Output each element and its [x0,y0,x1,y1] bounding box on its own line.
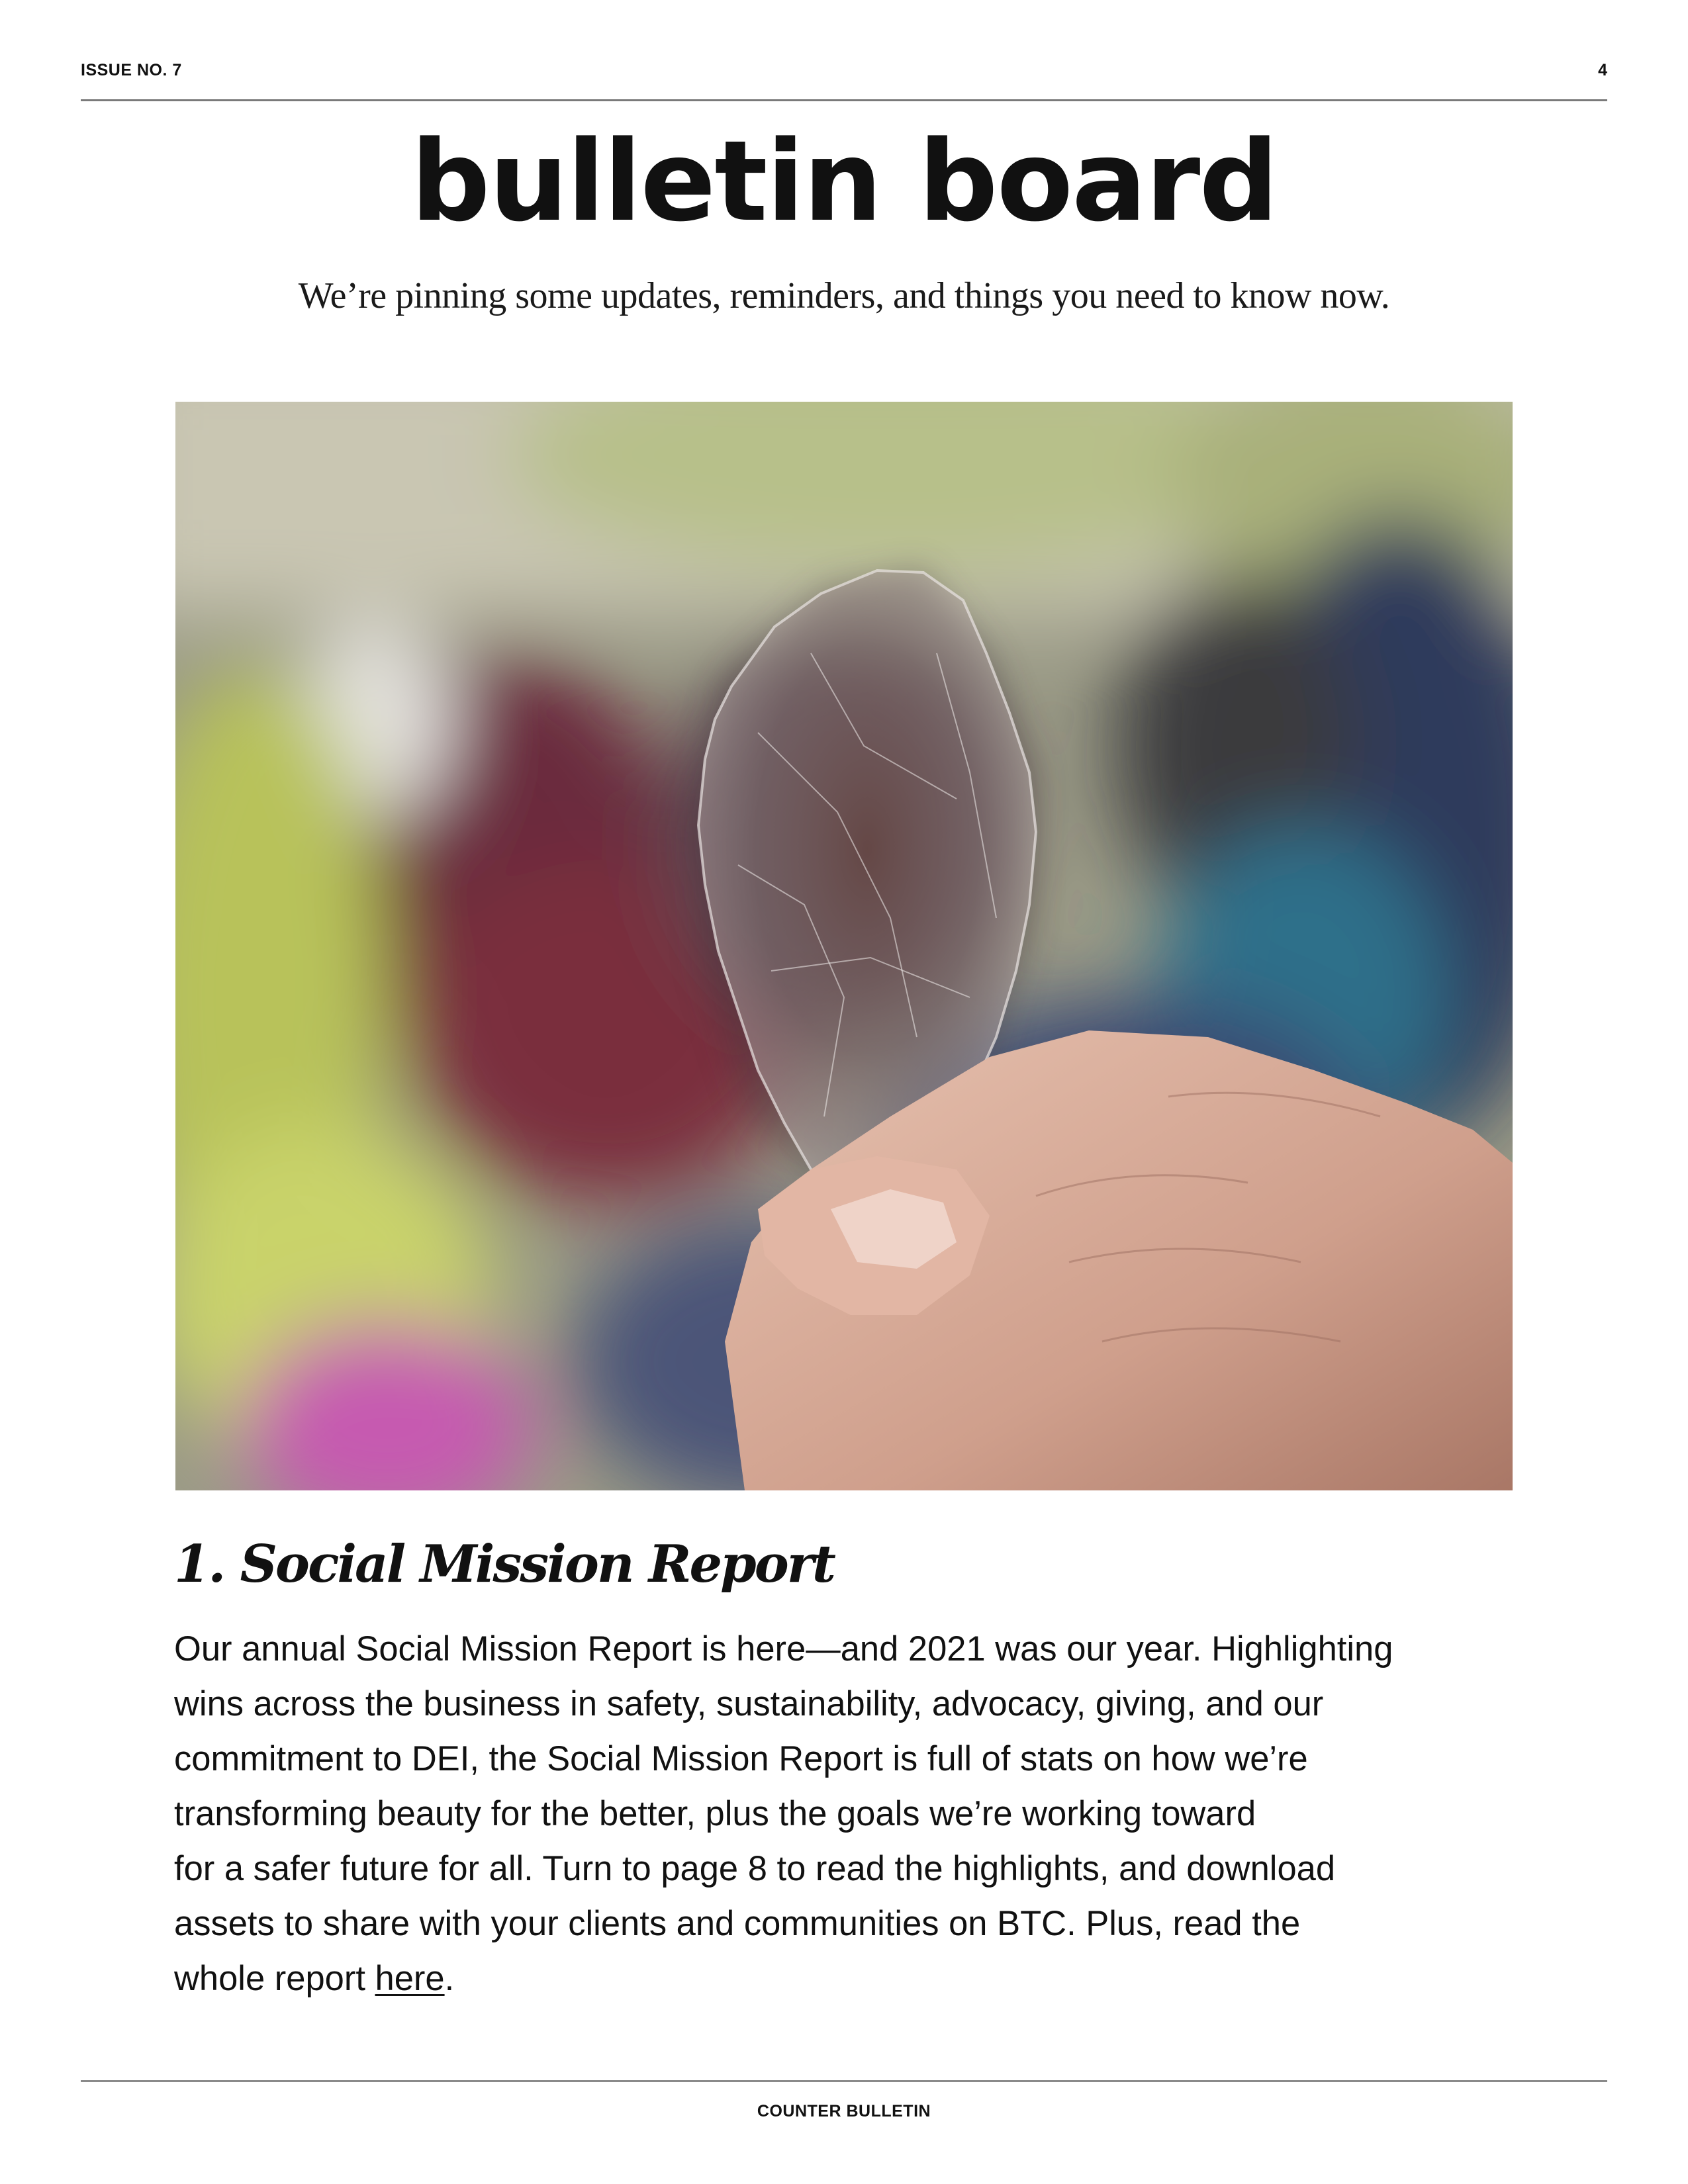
page-title: bulletin board [410,116,1278,246]
footer-divider [81,2080,1607,2082]
section-heading: 1. Social Mission Report [174,1534,834,1594]
issue-label: ISSUE NO. 7 [81,61,182,79]
page-number: 4 [1598,61,1607,79]
page-subtitle: We’re pinning some updates, reminders, and things you need to know now. [298,275,1390,316]
body-line: transforming beauty for the better, plus the goals we’re working toward [174,1794,1256,1833]
body-line: commitment to DEI, the Social Mission Report is full of stats on how we’re [174,1739,1308,1778]
page-header [81,60,1607,101]
hand-holding-mica-photo [175,402,1513,1490]
body-line-last [174,1951,1524,2006]
body-line: for a safer future for all. Turn to page 8 to read the highlights, and download [174,1849,1336,1888]
body-line: assets to share with your clients and communities on BTC. Plus, read the [174,1904,1301,1943]
body-line: wins across the business in safety, sustainability, advocacy, giving, and our [174,1684,1324,1723]
body-line-prefix: whole report [174,1959,375,1998]
report-link[interactable]: here [375,1959,445,1998]
section-body [174,1621,1524,2006]
body-line-suffix: . [444,1959,455,1998]
body-line: Our annual Social Mission Report is here—and 2021 was our year. Highlighting [174,1629,1393,1668]
footer-label: COUNTER BULLETIN [757,2102,931,2120]
